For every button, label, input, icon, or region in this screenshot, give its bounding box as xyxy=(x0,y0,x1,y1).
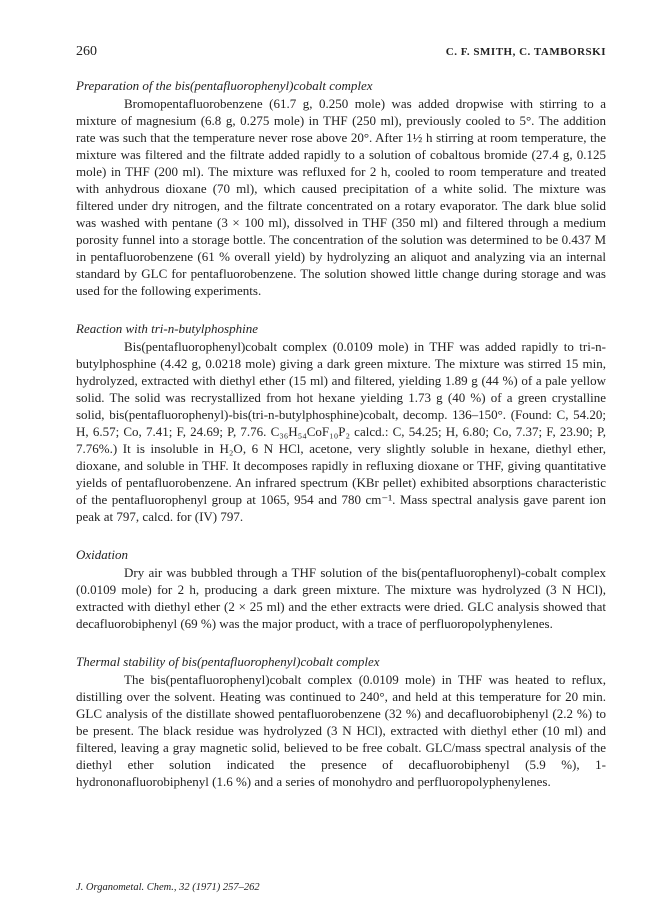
section-oxidation xyxy=(76,547,606,632)
section-paragraph: Bromopentafluorobenzene (61.7 g, 0.250 mole) was added dropwise with stirring to a mixture of magnesium (6.8 g, 0.275 mole) in THF (250 ml), previously cooled to 5°. The addition rate was such that the temperature never rose above 20°. After 1½ h stirring at room temperature, the mixture was filtered and the filtrate added rapidly to a solution of cobaltous bromide (27.4 g, 0.125 mole) in THF (200 ml). The mixture was refluxed for 2 h, cooled to room temperature and treated with anhydrous dioxane (70 ml), which caused precipitation of a white solid. The mixture was filtered under dry nitrogen, and the filtrate concentrated on a rotary evaporator. The dark blue solid was washed with pentane (3 × 100 ml), dissolved in THF (350 ml) and filtered through a medium porosity funnel into a storage bottle. The concentration of the solution was determined to be 0.437 M in pentafluorobenzene (61 % overall yield) by hydrolyzing an aliquot and analyzing via an internal standard by GLC for pentafluorobenzene. The solution showed little change during storage and was used for the following experiments. xyxy=(76,96,606,298)
running-head-authors: C. F. SMITH, C. TAMBORSKI xyxy=(445,46,606,58)
page-number: 260 xyxy=(76,44,97,59)
page-header xyxy=(76,44,606,64)
section-paragraph: Dry air was bubbled through a THF solution of the bis(pentafluorophenyl)-cobalt complex (0.0109 mole) for 2 h, producing a dark green mixture. The mixture was hydrolyzed (3 N HCl), extracted with diethyl ether (2 × 25 ml) and the ether extracts were dried. GLC analysis showed that decafluorobiphenyl (69 %) was the major product, with a trace of perfluoropolyphenylenes. xyxy=(76,565,606,631)
section-heading: Preparation of the bis(pentafluorophenyl)cobalt complex xyxy=(76,78,373,93)
section-thermal-stability xyxy=(76,654,606,790)
article-body xyxy=(76,78,606,812)
journal-citation: J. Organometal. Chem., 32 (1971) 257–262 xyxy=(76,882,260,893)
section-paragraph: Bis(pentafluorophenyl)cobalt complex (0.0109 mole) in THF was added rapidly to tri-n-butylphosphine (4.42 g, 0.0218 mole) giving a dark green mixture. The mixture was stirred 15 min, hydrolyzed, extracted with diethyl ether (15 ml) and filtered, yielding 1.89 g (44 %) of a pale yellow solid. The solid was recrystallized from hot hexane yielding 1.73 g (40 %) of a green crystalline solid, bis(pentafluorophenyl)-bis(tri-n-butylphosphine)cobalt, decomp. 136–150°. (Found: C, 54.20; H, 6.57; Co, 7.41; F, 24.69; P, 7.76. C₃₆H₅₄CoF₁₀P₂ calcd.: C, 54.25; H, 6.80; Co, 7.37; F, 23.90; P, 7.76%.) It is insoluble in H₂O, 6 N HCl, acetone, very slightly soluble in hexane, diethyl ether, dioxane, and soluble in THF. It decomposes rapidly in refluxing dioxane or THF, giving quantitative yields of pentafluorobenzene. An infrared spectrum (KBr pellet) exhibited absorptions characteristic of the pentafluorophenyl group at 1065, 954 and 780 cm⁻¹. Mass spectral analysis gave parent ion peak at 797, calcd. for (IV) 797. xyxy=(76,339,606,524)
section-paragraph: The bis(pentafluorophenyl)cobalt complex (0.0109 mole) in THF was heated to reflux, distilling over the solvent. Heating was continued to 240°, and held at this temperature for 20 min. GLC analysis of the distillate showed pentafluorobenzene (32 %) and decafluorobiphenyl (2.2 %) to be present. The black residue was hydrolyzed (3 N HCl), extracted with diethyl ether (10 ml) and filtered, leaving a gray magnetic solid, believed to be free cobalt. GLC/mass spectral analysis of the diethyl ether solution indicated the presence of decafluorobiphenyl (5.9 %), 1-hydrononafluorobiphenyl (1.6 %) and a series of monohydro and perfluoropolyphenylenes. xyxy=(76,672,606,789)
section-reaction-phosphine xyxy=(76,321,606,525)
section-heading: Oxidation xyxy=(76,547,128,562)
section-heading: Thermal stability of bis(pentafluorophenyl)cobalt complex xyxy=(76,654,380,669)
section-preparation xyxy=(76,78,606,299)
section-heading: Reaction with tri-n-butylphosphine xyxy=(76,321,258,336)
